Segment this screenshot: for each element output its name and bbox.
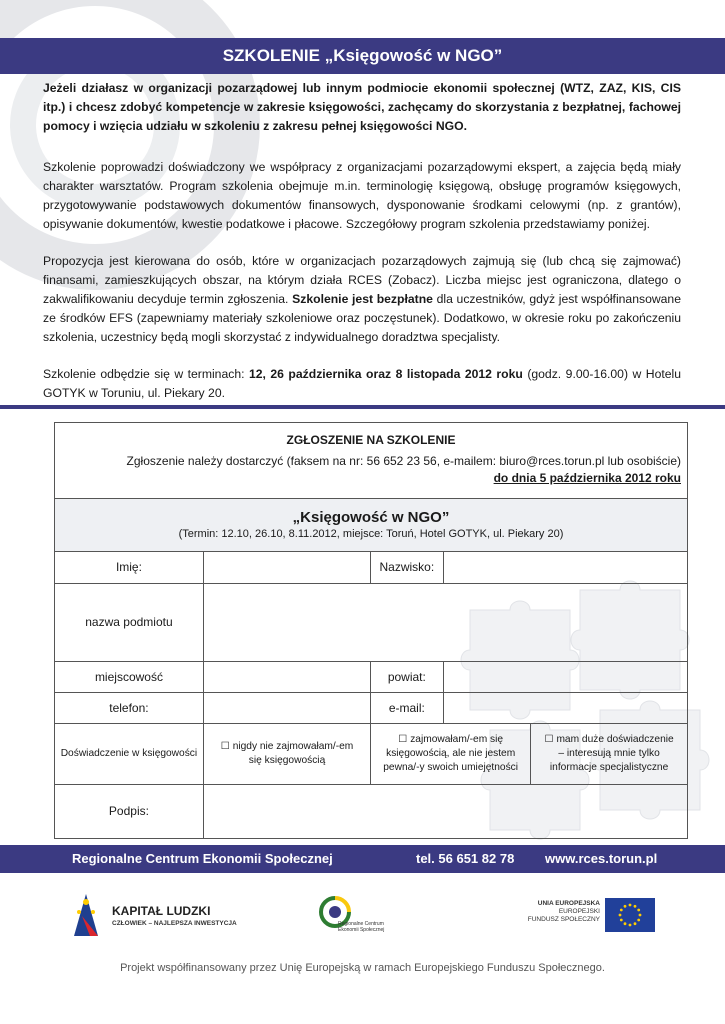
- kapital-ludzki-subtitle: CZŁOWIEK – NAJLEPSZA INWESTYCJA: [112, 920, 237, 927]
- rces-logo-line1: Regionalne Centrum: [338, 921, 384, 927]
- experience-option-some[interactable]: ☐ zajmowałam/-em się księgowością, ale nie jestem pewna/-y swoich umiejętności: [371, 724, 531, 784]
- course-details: (Termin: 12.10, 26.10, 8.11.2012, miejsce: Toruń, Hotel GOTYK, ul. Piekary 20): [178, 528, 564, 540]
- footer-website[interactable]: www.rces.torun.pl: [545, 851, 658, 866]
- locality-label: miejscowość: [55, 661, 203, 692]
- eu-logo-line2: EUROPEJSKI: [558, 908, 600, 915]
- form-fields-table: [55, 552, 687, 838]
- logos-row: [0, 880, 725, 950]
- kapital-ludzki-logo: [72, 890, 237, 942]
- intro-paragraph-4: [43, 365, 681, 403]
- eu-flag-icon: [605, 898, 655, 932]
- section-divider: [0, 405, 725, 409]
- form-deadline: do dnia 5 października 2012 roku: [493, 471, 681, 485]
- course-title: „Księgowość w NGO”: [292, 509, 450, 526]
- eu-logo-text: [528, 900, 600, 924]
- footer-contact-bar: [0, 845, 725, 873]
- intro-paragraph-1: [43, 79, 681, 136]
- entity-name-field[interactable]: [203, 583, 687, 661]
- experience-label: Doświadczenie w księgowości: [55, 723, 203, 784]
- last-name-label: Nazwisko:: [371, 552, 443, 583]
- phone-field[interactable]: [203, 692, 370, 723]
- eu-logo-line3: FUNDUSZ SPOŁECZNY: [527, 916, 600, 923]
- signature-field[interactable]: [203, 784, 687, 838]
- form-instruction: Zgłoszenie należy dostarczyć (faksem na nr: 56 652 23 56, e-mailem: biuro@rces.torun.pl lub osobiście): [126, 454, 681, 468]
- county-field[interactable]: [443, 661, 687, 692]
- signature-label: Podpis:: [55, 784, 203, 838]
- intro-dates: 12, 26 października oraz 8 listopada 2012 roku: [248, 367, 523, 381]
- footer-phone: tel. 56 651 82 78: [416, 851, 515, 866]
- rces-logo: [318, 895, 398, 945]
- page-title: SZKOLENIE „Księgowość w NGO”: [0, 38, 725, 74]
- intro-text-3b: dla uczestników, gdyż jest współfinansowane ze środków EFS (zapewniamy materiały szkoleniowe oraz poczęstunek). Dodatkowo, w okresie roku po zakończeniu szkolenia, uczestnicy będą mogli skorzystać z indywidualnego doradztwa specjalisty.: [43, 292, 681, 344]
- phone-label: telefon:: [55, 692, 203, 723]
- intro-text-4b: (godz. 9.00-16.00) w Hotelu GOTYK w Toruniu, ul. Piekary 20.: [43, 367, 681, 400]
- eu-logo-line1: UNIA EUROPEJSKA: [537, 900, 600, 907]
- registration-form: [54, 422, 688, 839]
- footer-org-name: Regionalne Centrum Ekonomii Społecznej: [72, 851, 333, 866]
- form-heading: ZGŁOSZENIE NA SZKOLENIE: [286, 433, 456, 447]
- intro-text-4a: Szkolenie odbędzie się w terminach:: [43, 367, 249, 381]
- experience-options-group: [371, 723, 687, 784]
- intro-text-2: Szkolenie poprowadzi doświadczony we współpracy z organizacjami pozarządowymi ekspert, a zajęcia będą miały charakter warsztatów. Program szkolenia obejmuje m.in. terminologię księgową, obsługę programów księgowych, przygotowywanie podstawowych dokumentów finansowych, dysponowanie środkami celowymi (np. z grantów), opisywanie dokumentów, kwestie podatkowe i płacowe. Szczegółowy program szkolenia przedstawiamy poniżej.: [43, 160, 681, 231]
- last-name-field[interactable]: [443, 552, 687, 583]
- first-name-label: Imię:: [55, 552, 203, 583]
- email-field[interactable]: [443, 692, 687, 723]
- county-label: powiat:: [371, 661, 443, 692]
- course-info: [55, 499, 687, 552]
- intro-bold-text: Jeżeli działasz w organizacji pozarządowej lub innym podmiocie ekonomii społecznej (WTZ, ZAZ, KIS, CIS itp.) i chcesz zdobyć kompetencje w zakresie księgowości, zachęcamy do skorzystania z bezpłatnej, fachowej pomocy i wzięcia udziału w szkoleniu z zakresu pełnej księgowości NGO.: [43, 81, 681, 133]
- intro-paragraph-2: [43, 158, 681, 234]
- kapital-ludzki-title: KAPITAŁ LUDZKI: [112, 904, 211, 918]
- intro-text-3-bold: Szkolenie jest bezpłatne: [292, 292, 433, 306]
- experience-option-expert[interactable]: ☐ mam duże doświadczenie – interesują mnie tylko informacje specjalistyczne: [544, 733, 674, 773]
- locality-field[interactable]: [203, 661, 370, 692]
- experience-option-none[interactable]: ☐ nigdy nie zajmowałam/-em się księgowością: [203, 723, 370, 784]
- rces-logo-line2: Ekonomii Społecznej: [338, 927, 385, 933]
- intro-paragraph-3: [43, 252, 681, 347]
- rces-logo-text: [338, 921, 384, 933]
- email-label: e-mail:: [371, 692, 443, 723]
- intro-text-3a: Propozycja jest kierowana do osób, które w organizacjach pozarządowych zajmują się (lub chcą się zajmować) finansami, zamieszkujących obszar, na którym działa RCES (Zobacz). Liczba miejsc jest ograniczona, dlatego o zakwalifikowaniu decyduje termin zgłoszenia.: [43, 254, 681, 306]
- eu-efs-logo: [520, 898, 655, 938]
- entity-name-label: nazwa podmiotu: [55, 583, 203, 661]
- cofunding-note: Projekt współfinansowany przez Unię Europejską w ramach Europejskiego Funduszu Społecznego.: [120, 962, 605, 974]
- first-name-field[interactable]: [203, 552, 370, 583]
- form-header: [55, 423, 687, 499]
- kapital-ludzki-emblem-icon: [72, 890, 100, 938]
